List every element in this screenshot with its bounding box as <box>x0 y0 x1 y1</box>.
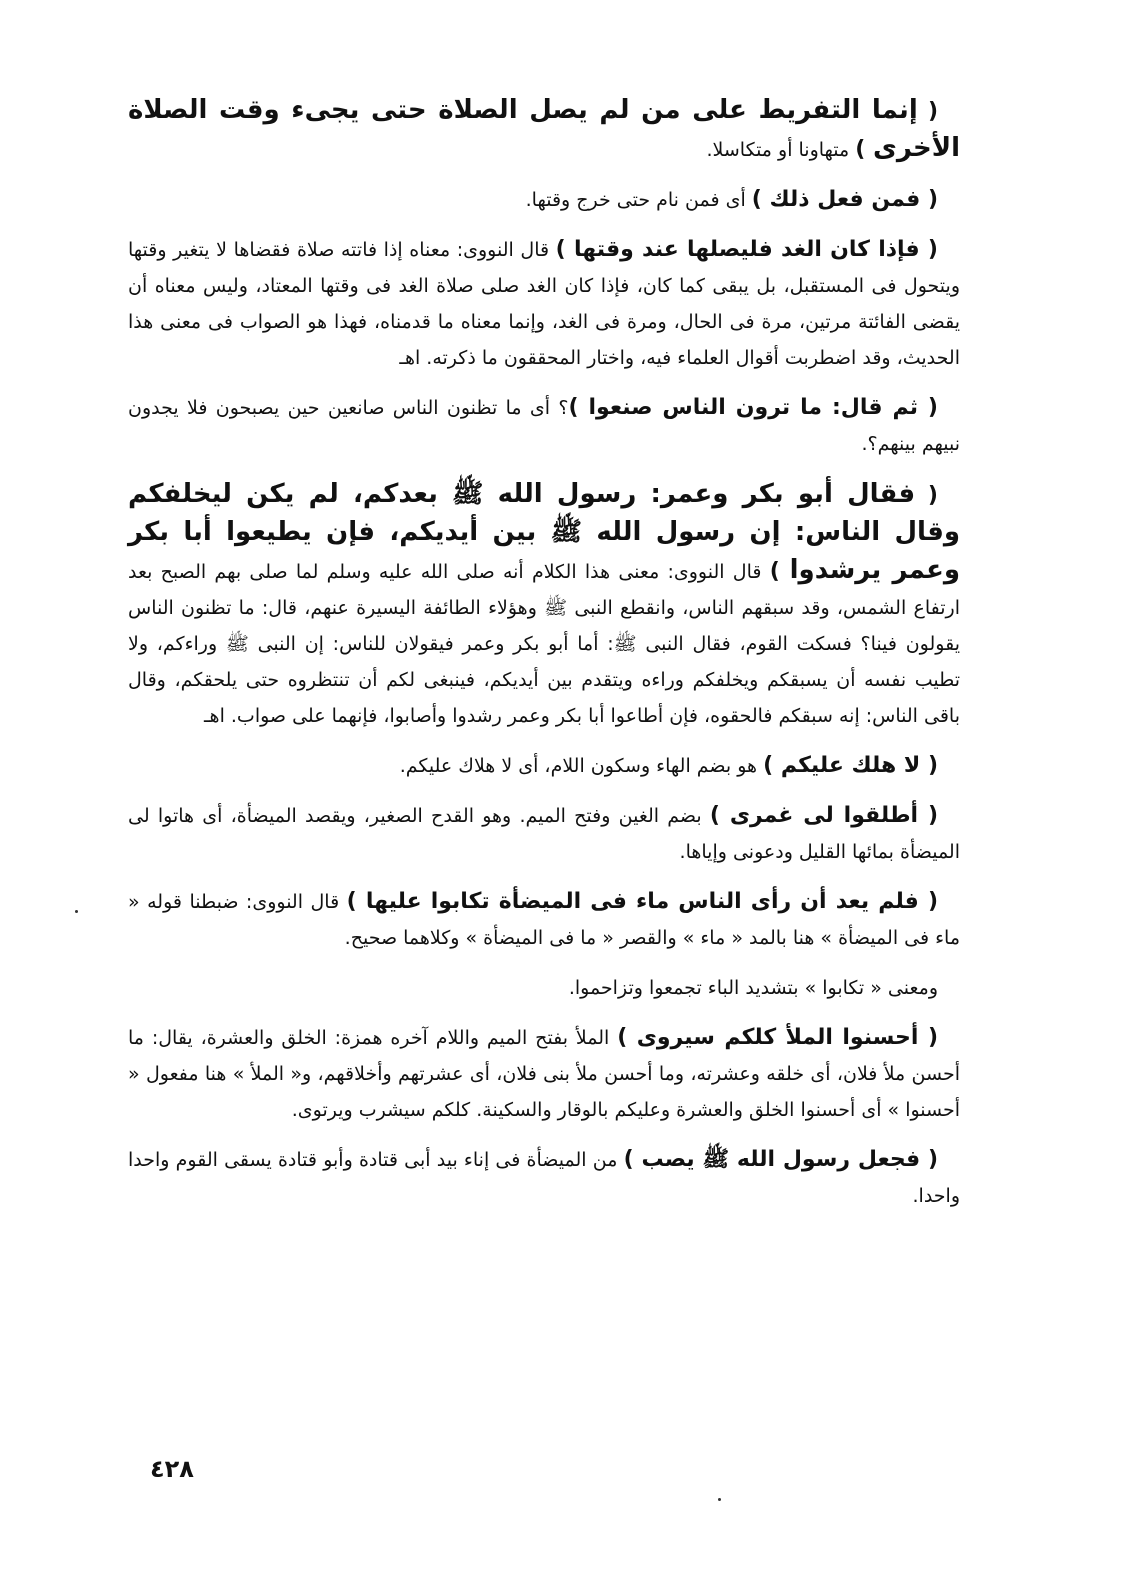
scan-speck <box>75 910 78 913</box>
hadith-quote: فإذا كان الغد فليصلها عند وقتها <box>573 237 920 262</box>
commentary-text: قال النووى: معناه إذا فاتته صلاة فقضاها لا يتغير وقتها ويتحول فى المستقبل، بل يبقى كما كان، فإذا كان الغد صلى صلاة الغد فى وقتها المعتاد، وليس معناه أن يقضى الفائتة مرتين، مرة فى الحال، ومرة فى الغد، وإنما معناه ما قدمناه، فهذا هو الصواب فى معنى هذا الحديث، وقد اضطربت أقوال العلماء فيه، واختار المحققون ما ذكرته. اهـ <box>128 239 960 369</box>
paragraph-5: ( فقال أبو بكر وعمر: رسول الله ﷺ بعدكم، لم يكن ليخلفكم وقال الناس: إن رسول الله ﷺ بين أيديكم، فإن يطيعوا أبا بكر وعمر يرشدوا ) قال النووى: معنى هذا الكلام أنه صلى الله عليه وسلم لما صلى بهم الصبح بعد ارتفاع الشمس، وقد سبقهم الناس، وانقطع النبى ﷺ وهؤلاء الطائفة اليسيرة عنهم، قال: ما تظنون الناس يقولون فينا؟ فسكت القوم، فقال النبى ﷺ: أما أبو بكر وعمر فيقولان للناس: إن النبى ﷺ وراءكم، ولا تطيب نفسه أن يسبقكم ويخلفكم وراءه ويتقدم بين أيديكم، فينبغى لكم أن تنتظروه حتى يلحقكم، وقال باقى الناس: إنه سبقكم فالحقوه، فإن أطاعوا أبا بكر وعمر رشدوا وأصابوا، فإنهما على صواب. اهـ <box>128 479 960 727</box>
hadith-quote: أطلقوا لى غمرى <box>729 803 919 828</box>
paragraph-8: ( فلم يعد أن رأى الناس ماء فى الميضأة تكابوا عليها ) قال النووى: ضبطنا قوله « ماء فى الميضأة » هنا بالمد « ماء » والقصر « ما فى الميضأة » وكلاهما صحيح. <box>128 889 960 949</box>
paragraph-3: ( فإذا كان الغد فليصلها عند وقتها ) قال النووى: معناه إذا فاتته صلاة فقضاها لا يتغير وقتها ويتحول فى المستقبل، بل يبقى كما كان، فإذا كان الغد صلى صلاة الغد فى وقتها المعتاد، وليس معناه أن يقضى الفائتة مرتين، مرة فى الحال، ومرة فى الغد، وإنما معناه ما قدمناه، فهذا هو الصواب فى معنى هذا الحديث، وقد اضطربت أقوال العلماء فيه، واختار المحققون ما ذكرته. اهـ <box>128 237 960 369</box>
scan-speck <box>718 1498 721 1501</box>
hadith-quote: ثم قال: ما ترون الناس صنعوا <box>588 395 918 420</box>
paragraph-6: ( لا هلك عليكم ) هو بضم الهاء وسكون اللام، أى لا هلاك عليكم. <box>399 753 938 778</box>
hadith-quote: فلم يعد أن رأى الناس ماء فى الميضأة تكابوا عليها <box>365 889 919 914</box>
commentary-text: ومعنى « تكابوا » بتشديد الباء تجمعوا وتزاحموا. <box>568 977 938 999</box>
page-number: ٤٢٨ <box>150 1455 194 1483</box>
hadith-quote: فقال أبو بكر وعمر: رسول الله ﷺ بعدكم، لم يكن ليخلفكم وقال الناس: إن رسول الله ﷺ بين أيديكم، فإن يطيعوا أبا بكر وعمر يرشدوا <box>128 479 960 585</box>
paragraph-4: ( ثم قال: ما ترون الناس صنعوا )؟ أى ما تظنون الناس صانعين حين يصبحون فلا يجدون نبيهم بينهم؟. <box>128 395 960 455</box>
hadith-quote: فجعل رسول الله ﷺ يصب <box>641 1147 921 1172</box>
hadith-quote: فمن فعل ذلك <box>769 187 921 212</box>
hadith-quote: إنما التفريط على من لم يصل الصلاة حتى يجىء وقت الصلاة الأخرى <box>128 95 960 163</box>
commentary-text: هو بضم الهاء وسكون اللام، أى لا هلاك عليكم. <box>399 755 764 777</box>
paragraph-7: ( أطلقوا لى غمرى ) بضم الغين وفتح الميم. وهو القدح الصغير، ويقصد الميضأة، أى هاتوا لى الميضأة بمائها القليل ودعونى وإياها. <box>128 803 960 863</box>
commentary-text: قال النووى: معنى هذا الكلام أنه صلى الله عليه وسلم لما صلى بهم الصبح بعد ارتفاع الشمس، وقد سبقهم الناس، وانقطع النبى ﷺ وهؤلاء الطائفة اليسيرة عنهم، قال: ما تظنون الناس يقولون فينا؟ فسكت القوم، فقال النبى ﷺ: أما أبو بكر وعمر فيقولان للناس: إن النبى ﷺ وراءكم، ولا تطيب نفسه أن يسبقكم ويخلفكم وراءه ويتقدم بين أيديكم، فينبغى لكم أن تنتظروه حتى يلحقكم، وقال باقى الناس: إنه سبقكم فالحقوه، فإن أطاعوا أبا بكر وعمر رشدوا وأصابوا، فإنهما على صواب. اهـ <box>128 561 960 727</box>
paragraph-9 <box>128 970 960 1006</box>
commentary-text: الملأ بفتح الميم واللام آخره همزة: الخلق والعشرة، يقال: ما أحسن ملأ فلان، أى خلقه وعشرته، وما أحسن ملأ بنى فلان، أى عشرتهم وأخلاقهم، و« الملأ » هنا مفعول « أحسنوا » أى أحسنوا الخلق والعشرة وعليكم بالوقار والسكينة. كلكم سيشرب ويرتوى. <box>128 1027 960 1121</box>
hadith-quote: أحسنوا الملأ كلكم سيروى <box>636 1025 919 1050</box>
commentary-text: متهاونا أو متكاسلا. <box>706 139 856 161</box>
hadith-quote: لا هلك عليكم <box>780 753 921 778</box>
commentary-body <box>128 92 960 1228</box>
commentary-text: أى فمن نام حتى خرج وقتها. <box>525 189 752 211</box>
paragraph-10: ( أحسنوا الملأ كلكم سيروى ) الملأ بفتح الميم واللام آخره همزة: الخلق والعشرة، يقال: ما أحسن ملأ فلان، أى خلقه وعشرته، وما أحسن ملأ بنى فلان، أى عشرتهم وأخلاقهم، و« الملأ » هنا مفعول « أحسنوا » أى أحسنوا الخلق والعشرة وعليكم بالوقار والسكينة. كلكم سيشرب ويرتوى. <box>128 1025 960 1121</box>
paragraph-2: ( فمن فعل ذلك ) أى فمن نام حتى خرج وقتها. <box>525 187 938 212</box>
commentary-text: بضم الغين وفتح الميم. وهو القدح الصغير، ويقصد الميضأة، أى هاتوا لى الميضأة بمائها القليل ودعونى وإياها. <box>128 805 960 863</box>
commentary-text: قال النووى: ضبطنا قوله « ماء فى الميضأة » هنا بالمد « ماء » والقصر « ما فى الميضأة » وكلاهما صحيح. <box>128 891 960 949</box>
commentary-text: من الميضأة فى إناء بيد أبى قتادة وأبو قتادة يسقى القوم واحدا واحدا. <box>128 1149 960 1207</box>
paragraph-11: ( فجعل رسول الله ﷺ يصب ) من الميضأة فى إناء بيد أبى قتادة وأبو قتادة يسقى القوم واحدا واحدا. <box>128 1147 960 1207</box>
paragraph-1: ( إنما التفريط على من لم يصل الصلاة حتى يجىء وقت الصلاة الأخرى ) متهاونا أو متكاسلا. <box>128 95 960 163</box>
commentary-text: ؟ أى ما تظنون الناس صانعين حين يصبحون فلا يجدون نبيهم بينهم؟. <box>128 397 960 455</box>
